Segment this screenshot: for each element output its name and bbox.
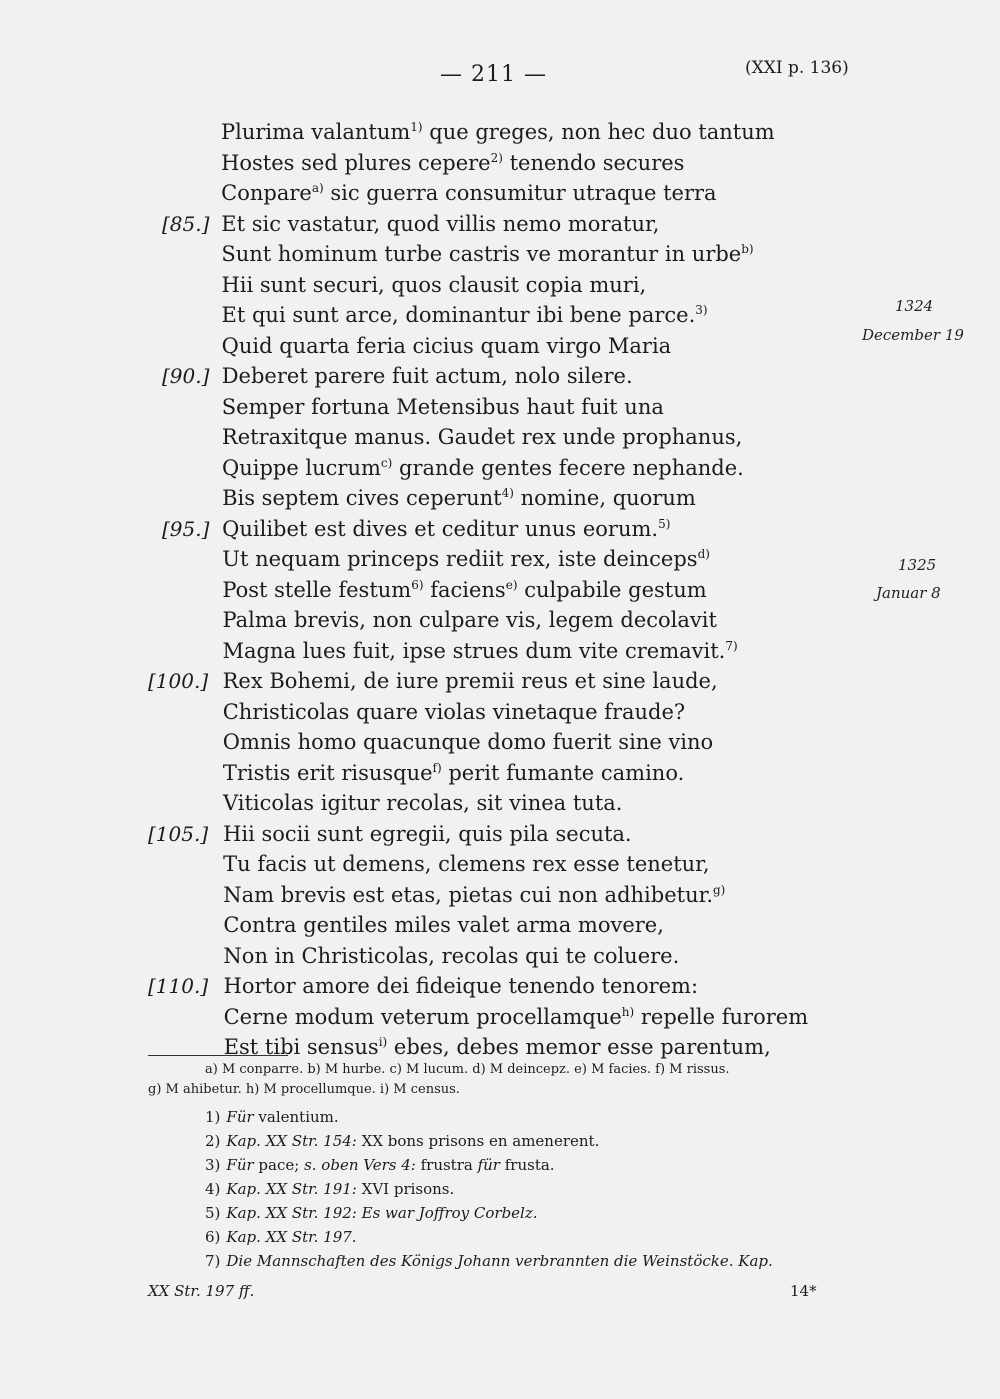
verse-rest-text: culpabile gestum <box>517 577 707 602</box>
verse-line <box>0 669 1000 699</box>
footnote-number: 4) <box>205 1180 221 1198</box>
verse-number: [105.] <box>148 821 209 846</box>
verse-number: [95.] <box>162 516 210 541</box>
verse-line <box>0 822 1000 852</box>
verse-text <box>222 517 670 541</box>
verse-line <box>0 181 1000 211</box>
footnote-item <box>205 1180 454 1198</box>
verse-line <box>0 273 1000 303</box>
verse-text <box>221 120 775 144</box>
footnote-marker: 1) <box>410 120 423 134</box>
verse-text <box>223 944 679 968</box>
variant-notes: a) M conparre. b) M hurbe. c) M lucum. d) M deincepz. e) M facies. f) M rissus. <box>205 1062 730 1077</box>
verse-main-text: Magna lues fuit, ipse strues dum vite cremavit. <box>222 638 726 663</box>
footnote-text: Kap. XX Str. 192: Es war Joffroy Corbelz. <box>226 1204 538 1222</box>
verse-line <box>0 395 1000 425</box>
verse-line <box>0 974 1000 1004</box>
verse-text <box>221 273 646 297</box>
footnote-marker: 5) <box>658 516 671 531</box>
verse-line <box>0 700 1000 730</box>
verse-line <box>0 639 1000 669</box>
margin-year: 1325 <box>898 556 937 574</box>
footnote-text: Kap. XX Str. 197. <box>226 1228 357 1246</box>
footnote-marker: h) <box>621 1004 635 1019</box>
verse-rest-text: perit fumante camino. <box>441 760 685 785</box>
footnote-item <box>205 1108 339 1126</box>
verse-line <box>0 852 1000 882</box>
footnote-marker: 4) <box>501 486 514 500</box>
verse-main-text: Palma brevis, non culpare vis, legem decolavit <box>222 608 717 632</box>
verse-line <box>0 547 1000 577</box>
verse-rest-text: grande gentes fecere nephande. <box>392 455 744 480</box>
verse-text <box>221 242 753 266</box>
footnote-text: frustra <box>415 1156 478 1174</box>
verse-line <box>0 456 1000 486</box>
footnote-item <box>205 1204 538 1222</box>
verse-number: [90.] <box>162 364 210 388</box>
footnote-marker: g) <box>713 882 726 897</box>
verse-rest-text: repelle furorem <box>634 1004 809 1029</box>
verse-line <box>0 151 1000 181</box>
footnote-marker: 2) <box>490 150 503 165</box>
verse-main-text: Deberet parere fuit actum, nolo silere. <box>221 364 633 388</box>
verse-line <box>0 212 1000 242</box>
verse-main-text: Omnis homo quacunque domo fuerit sine vino <box>222 730 714 754</box>
footnote-marker: b) <box>741 242 754 256</box>
verse-main-text: Contra gentiles miles valet arma movere, <box>223 913 664 937</box>
verse-text <box>224 1005 809 1029</box>
verse-text <box>222 395 664 419</box>
footnote-text: XVI prisons. <box>356 1180 455 1198</box>
footnote-text: für <box>477 1156 500 1174</box>
variant-notes: g) M ahibetur. h) M procellumque. i) M census. <box>148 1082 460 1097</box>
footnote-marker: c) <box>380 455 393 470</box>
verse-line <box>0 791 1000 821</box>
footnote-text: pace; <box>253 1156 305 1174</box>
note-continuation: XX Str. 197 ff. <box>148 1282 255 1300</box>
footnote-number: 3) <box>205 1156 221 1174</box>
footnote-text: valentium. <box>253 1108 339 1126</box>
verse-rest-text: tenendo secures <box>502 150 685 175</box>
footnote-text: Die Mannschaften des Königs Johann verbrannten die Weinstöcke. Kap. <box>226 1252 773 1270</box>
verse-text <box>223 669 718 693</box>
footnote-number: 2) <box>205 1132 221 1150</box>
verse-main-text: Quilibet est dives et ceditur unus eorum. <box>222 516 659 541</box>
verse-line <box>0 883 1000 913</box>
verse-main-text: Hii sunt securi, quos clausit copia muri, <box>221 272 647 297</box>
verse-main-text: Conpare <box>221 181 312 205</box>
verse-line <box>0 364 1000 394</box>
verse-main-text: Rex Bohemi, de iure premii reus et sine laude, <box>222 669 718 693</box>
verse-text <box>223 913 664 937</box>
verse-line <box>0 517 1000 547</box>
footnote-marker: i) <box>378 1035 388 1049</box>
verse-main-text: Cerne modum veterum procellamque <box>223 1004 622 1029</box>
footnote-text: XX bons prisons en amenerent. <box>356 1132 600 1150</box>
footnote-text: frusta. <box>499 1156 555 1174</box>
footnote-marker: e) <box>505 577 518 592</box>
verse-main-text: Christicolas quare violas vinetaque fraude? <box>222 699 686 724</box>
footnote-text: Kap. XX Str. 191: <box>226 1180 357 1198</box>
verse-line <box>0 425 1000 455</box>
margin-year: 1324 <box>895 297 934 315</box>
verse-line <box>0 486 1000 516</box>
verse-text <box>221 212 659 236</box>
footnote-text: Für <box>226 1156 254 1174</box>
verse-number: [110.] <box>148 974 209 998</box>
verse-main-text: Tristis erit risusque <box>222 760 433 785</box>
verse-main-text: Et qui sunt arce, dominantur ibi bene parce. <box>221 303 696 327</box>
footnote-number: 7) <box>205 1252 221 1270</box>
verse-line <box>0 242 1000 272</box>
verse-text <box>223 822 632 846</box>
footnote-text: Kap. XX Str. 154: <box>226 1132 357 1150</box>
verse-rest-text: nomine, quorum <box>513 486 696 510</box>
verse-line <box>0 578 1000 608</box>
margin-date: December 19 <box>862 326 964 344</box>
footnote-item <box>205 1132 599 1150</box>
verse-text <box>222 303 708 327</box>
footnote-item <box>205 1228 357 1246</box>
verse-number: [100.] <box>148 669 209 693</box>
verse-text <box>223 852 709 876</box>
verse-text <box>223 700 685 724</box>
verse-rest-text: que greges, non hec duo tantum <box>422 120 775 144</box>
verse-main-text: Plurima valantum <box>221 120 411 144</box>
footnote-number: 1) <box>205 1108 221 1126</box>
verse-text <box>223 883 725 907</box>
verse-main-text: Sunt hominum turbe castris ve morantur in urbe <box>221 242 742 266</box>
verse-main-text: Nam brevis est etas, pietas cui non adhibetur. <box>223 882 713 907</box>
verse-text <box>222 547 710 571</box>
verse-main-text: Hii socii sunt egregii, quis pila secuta. <box>223 821 632 846</box>
verse-rest-text: faciens <box>423 577 506 602</box>
verse-line <box>0 913 1000 943</box>
footnote-marker: 6) <box>411 577 424 592</box>
verse-text <box>221 181 716 205</box>
verse-line <box>0 120 1000 150</box>
verse-text <box>222 334 672 358</box>
verse-main-text: Tu facis ut demens, clemens rex esse tenetur, <box>223 852 710 876</box>
verse-main-text: Quippe lucrum <box>221 455 381 480</box>
verse-text <box>223 639 738 663</box>
verse-main-text: Bis septem cives ceperunt <box>222 486 502 510</box>
verse-main-text: Viticolas igitur recolas, sit vinea tuta. <box>222 791 623 815</box>
verse-main-text: Non in Christicolas, recolas qui te coluere. <box>223 943 680 968</box>
verse-line <box>0 334 1000 364</box>
footnote-marker: f) <box>432 760 442 775</box>
verse-text <box>223 761 684 785</box>
verse-text <box>222 364 633 388</box>
footnote-marker: 7) <box>725 638 738 653</box>
page-reference: (XXI p. 136) <box>745 58 849 78</box>
verse-text <box>222 578 706 602</box>
verse-main-text: Et sic vastatur, quod villis nemo moratur, <box>221 211 660 236</box>
footnote-rule <box>148 1055 288 1056</box>
verse-line <box>0 944 1000 974</box>
footnote-text: s. oben Vers 4: <box>304 1156 416 1174</box>
verse-text <box>222 425 742 449</box>
verse-main-text: Semper fortuna Metensibus haut fuit una <box>221 394 664 419</box>
footnote-text: Für <box>226 1108 254 1126</box>
footnote-marker: a) <box>311 181 324 195</box>
verse-text <box>222 608 716 632</box>
footnote-item <box>205 1156 555 1174</box>
verse-main-text: Hostes sed plures cepere <box>221 150 491 175</box>
verse-line <box>0 1005 1000 1035</box>
verse-rest-text: ebes, debes memor esse parentum, <box>387 1035 771 1059</box>
verse-line <box>0 303 1000 333</box>
verse-text <box>222 456 744 480</box>
verse-main-text: Hortor amore dei fideique tenendo tenorem: <box>223 974 699 998</box>
footnote-number: 5) <box>205 1204 221 1222</box>
signature-mark: 14* <box>790 1282 817 1300</box>
page-number: — 211 — <box>440 62 547 87</box>
verse-main-text: Est tibi sensus <box>223 1035 379 1059</box>
footnote-number: 6) <box>205 1228 221 1246</box>
verse-main-text: Retraxitque manus. Gaudet rex unde prophanus, <box>221 425 743 449</box>
verse-main-text: Ut nequam princeps rediit rex, iste deinceps <box>222 547 698 571</box>
verse-main-text: Quid quarta feria cicius quam virgo Maria <box>221 333 672 358</box>
verse-text <box>223 730 713 754</box>
verse-main-text: Post stelle festum <box>222 577 412 602</box>
footnote-item <box>205 1252 773 1270</box>
footnote-marker: d) <box>697 547 710 561</box>
verse-line <box>0 761 1000 791</box>
verse-text <box>222 486 696 510</box>
margin-date: Januar 8 <box>876 584 941 602</box>
verse-line <box>0 608 1000 638</box>
footnote-marker: 3) <box>695 303 708 317</box>
verse-text <box>224 974 699 998</box>
verse-text <box>224 1035 771 1059</box>
verse-text <box>223 791 622 815</box>
verse-line <box>0 730 1000 760</box>
verse-number: [85.] <box>162 211 210 236</box>
verse-text <box>221 151 684 175</box>
verse-line <box>0 1035 1000 1065</box>
verse-rest-text: sic guerra consumitur utraque terra <box>323 181 717 205</box>
